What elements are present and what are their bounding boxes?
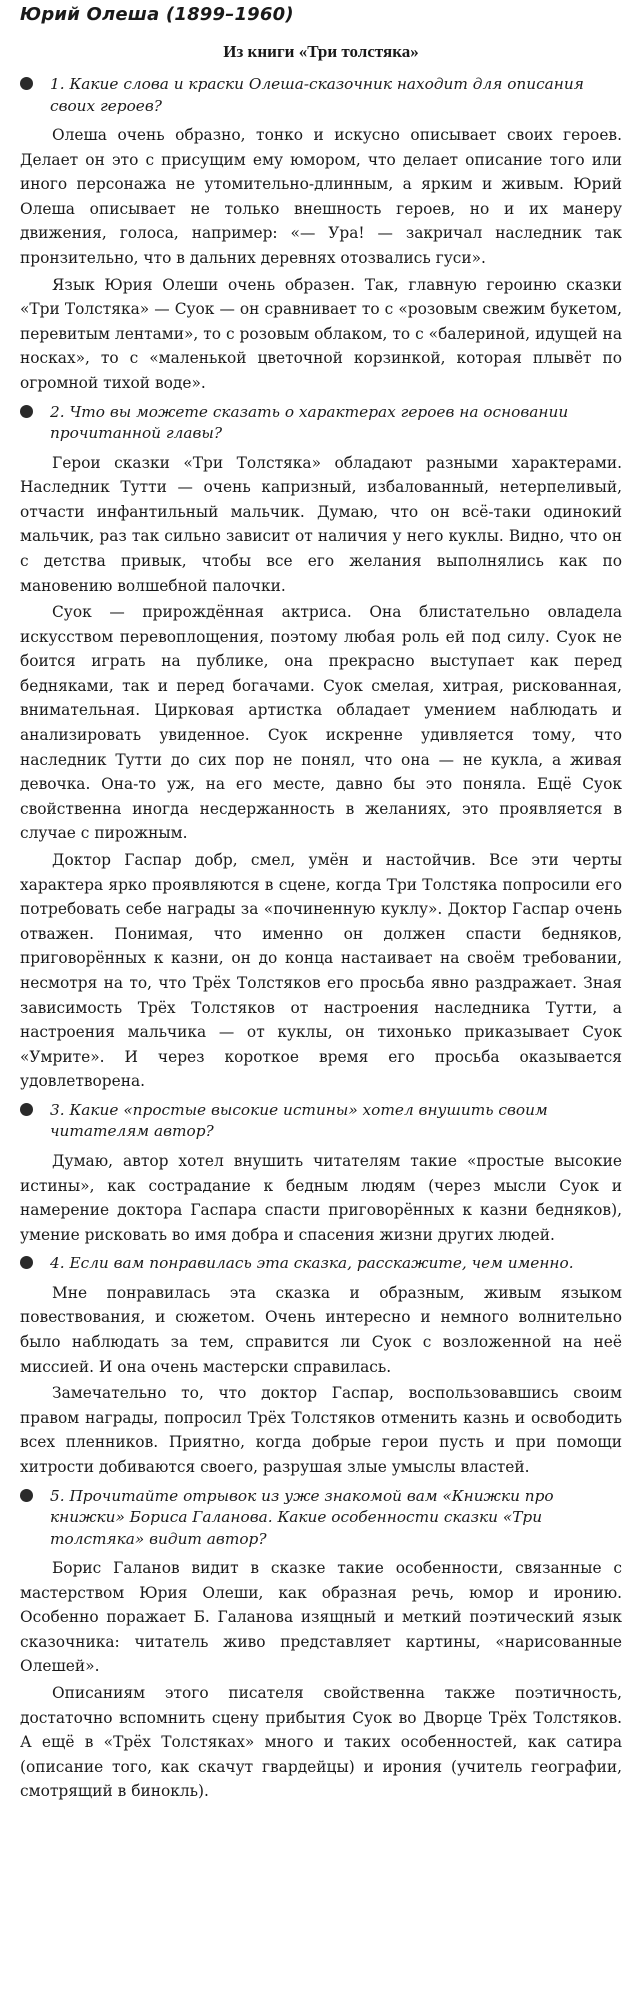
answer-paragraph: Доктор Гаспар добр, смел, умён и настойчив. Все эти черты характера ярко проявляются в сцене, когда Три Толстяка попросили его потребовать себе награды за «починенную куклу». Доктор Гаспар очень отважен. Понимая, что именно он должен спасти бедняков, приговорённых к казни, он до конца настаивает на своём требовании, несмотря на то, что Трёх Толстяков его просьба явно раздражает. Зная зависимость Трёх Толстяков от настроения наследника Тутти, а настроения мальчика — от куклы, он тихонько приказывает Суок «Умрите». И через короткое время его просьба оказывается удовлетворена.	[20, 851, 622, 1091]
section-4	[20, 1253, 622, 1479]
question-2	[20, 402, 622, 445]
answer-paragraph: Герои сказки «Три Толстяка» обладают разными характерами. Наследник Тутти — очень капризный, избалованный, нетерпеливый, отчасти инфантильный мальчик. Думаю, что он всё-таки одинокий мальчик, раз так сильно зависит от наличия у него куклы. Видно, что он с детства привык, чтобы все его желания выполнялись как по мановению волшебной палочки.	[20, 453, 622, 595]
question-text: 5. Прочитайте отрывок из уже знакомой вам «Книжки про книжки» Бориса Галанова. Какие особенности сказки «Три толстяка» видит автор?	[50, 1486, 554, 1548]
answer-paragraph: Замечательно то, что доктор Гаспар, воспользовавшись своим правом награды, попросил Трёх Толстяков отменить казнь и освободить всех пленников. Приятно, когда добрые герои пусть и при помощи хитрости добиваются своего, разрушая злые умыслы властей.	[20, 1384, 622, 1476]
answer-paragraph: Суок — прирождённая актриса. Она блистательно овладела искусством перевоплощения, поэтому любая роль ей под силу. Суок не боится играть на публике, она прекрасно выступает как перед бедняками, так и перед богачами. Суок смелая, хитрая, рискованная, внимательная. Цирковая артистка обладает умением наблюдать и анализировать увиденное. Суок искренне удивляется тому, что наследник Тутти до сих пор не понял, что она — не кукла, а живая девочка. Она-то уж, на его месте, давно бы это поняла. Ещё Суок свойственна иногда несдержанность в желаниях, это проявляется в случае с пирожным.	[20, 603, 622, 843]
bullet-icon	[20, 77, 33, 90]
question-5	[20, 1486, 622, 1551]
bullet-icon	[20, 1489, 33, 1502]
answer-paragraph: Борис Галанов видит в сказке такие особенности, связанные с мастерством Юрия Олеши, как образная речь, юмор и иронию. Особенно поражает Б. Галанова изящный и меткий поэтический язык сказочника: читатель живо представляет картины, «нарисованные Олешей».	[20, 1559, 622, 1676]
section-2	[20, 402, 622, 1094]
answer-paragraph: Язык Юрия Олеши очень образен. Так, главную героиню сказки «Три Толстяка» — Суок — он сравнивает то с «розовым свежим букетом, перевитым лентами», то с розовым облаком, то с «балериной, идущей на носках», то с «маленькой цветочной корзинкой, которая плывёт по огромной тихой воде».	[20, 275, 622, 392]
question-text: 4. Если вам понравилась эта сказка, расскажите, чем именно.	[50, 1254, 574, 1273]
question-text: 1. Какие слова и краски Олеша-сказочник находит для описания своих героев?	[50, 75, 584, 115]
answer-paragraph: Олеша очень образно, тонко и искусно описывает своих героев. Делает он это с присущим ему юмором, что делает описание того или иного персонажа не утомительно-длинным, а ярким и живым. Юрий Олеша описывает не только внешность героев, но и их манеру движения, голоса, например: «— Ура! — закричал наследник так пронзительно, что в дальних деревнях отозвались гуси».	[20, 126, 622, 267]
question-1	[20, 74, 622, 117]
section-1	[20, 74, 622, 396]
question-text: 3. Какие «простые высокие истины» хотел внушить своим читателям автор?	[50, 1100, 548, 1141]
bullet-icon	[20, 405, 33, 418]
chapter-title: Из книги «Три толстяка»	[223, 42, 419, 61]
section-3	[20, 1100, 622, 1247]
answer-paragraph: Мне понравилась эта сказка и образным, живым языком повествования, и сюжетом. Очень интересно и немного волнительно было наблюдать за тем, справится ли Суок с возложенной на неё миссией. И она очень мастерски справилась.	[20, 1283, 622, 1376]
bullet-icon	[20, 1256, 33, 1269]
question-3	[20, 1100, 622, 1143]
question-text: 2. Что вы можете сказать о характерах героев на основании прочитанной главы?	[50, 402, 569, 443]
section-5	[20, 1486, 622, 1804]
answer-paragraph: Описаниям этого писателя свойственна также поэтичность, достаточно вспомнить сцену прибытия Суок во Дворце Трёх Толстяков. А ещё в «Трёх Толстяках» много и таких особенностей, как сатира (описание того, как скачут гвардейцы) и ирония (учитель географии, смотрящий в бинокль).	[20, 1684, 622, 1801]
bullet-icon	[20, 1103, 33, 1116]
answer-paragraph: Думаю, автор хотел внушить читателям такие «простые высокие истины», как сострадание к бедным людям (через мысли Суок и намерение доктора Гаспара спасти приговорённых к казни бедняков), умение рисковать во имя добра и спасения жизни других людей.	[20, 1151, 622, 1244]
author-header: Юрий Олеша (1899–1960)	[20, 4, 294, 25]
question-4	[20, 1253, 622, 1275]
